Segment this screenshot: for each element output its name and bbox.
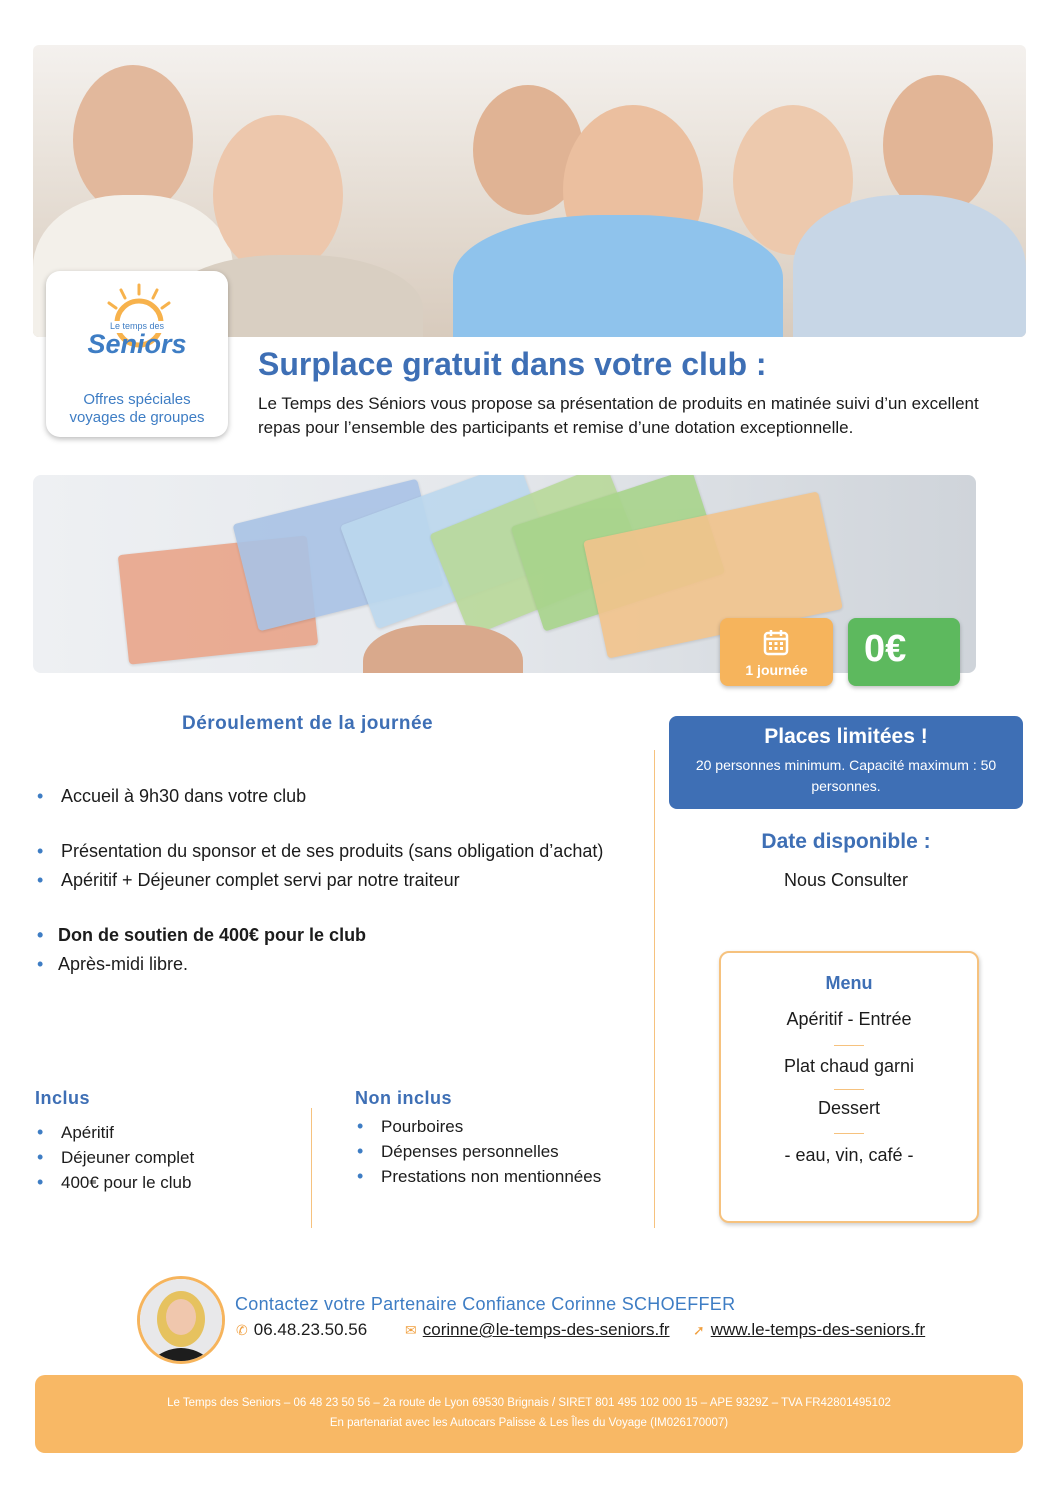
column-divider [654, 750, 655, 1228]
programme-list [35, 786, 655, 975]
contact-email-link[interactable]: corinne@le-temps-des-seniors.fr [422, 1320, 670, 1339]
non-inclus-list [355, 1114, 645, 1189]
non-inclus-title: Non inclus [355, 1088, 453, 1108]
programme-item: • Apéritif + Déjeuner complet servi par notre traiteur [35, 870, 655, 891]
contact-phone-number: 06.48.23.50.56 [253, 1320, 368, 1339]
banknotes-photo [33, 475, 976, 673]
duration-label: 1 journée [745, 662, 808, 678]
inclus-item: • 400€ pour le club [35, 1170, 295, 1195]
intro-text: Le Temps des Séniors vous propose sa présentation de produits en matinée suivi d’un excellent repas pour l’ensemble des participants et remise d’une dotation exceptionnelle. [258, 394, 979, 437]
date-title: Date disponible : [761, 830, 931, 853]
contact-email [405, 1320, 670, 1340]
menu-separator [834, 1133, 864, 1134]
logo-tagline-line2: voyages de groupes [69, 409, 205, 426]
phone-icon: ✆ [236, 1322, 248, 1338]
menu-title: Menu [825, 973, 873, 993]
non-inclus-item: • Prestations non mentionnées [355, 1164, 645, 1189]
contact-phone [236, 1320, 367, 1340]
places-title: Places limitées ! [764, 725, 928, 748]
inclus-item: • Déjeuner complet [35, 1145, 295, 1170]
places-detail: 20 personnes minimum. Capacité maximum : 50 personnes. [695, 757, 997, 794]
contact-website-link[interactable]: www.le-temps-des-seniors.fr [710, 1320, 926, 1339]
programme-item: • Présentation du sponsor et de ses produits (sans obligation d’achat) [35, 841, 655, 862]
price-badge [848, 618, 960, 686]
inclus-title: Inclus [35, 1088, 91, 1108]
logo-tagline [46, 391, 228, 427]
date-value: Nous Consulter [783, 870, 909, 890]
inclus-list [35, 1120, 295, 1195]
menu-item: Apéritif - Entrée [786, 1009, 912, 1029]
brand-logo-card [46, 271, 228, 437]
non-inclus-item: • Pourboires [355, 1114, 645, 1139]
logo-small-text: Le temps des [109, 321, 165, 331]
inclus-item: • Apéritif [35, 1120, 295, 1145]
footer-band [35, 1375, 1023, 1453]
footer-line1: Le Temps des Seniors – 06 48 23 50 56 – 2a route de Lyon 69530 Brignais / SIRET 801 495 102 000 15 – APE 9329Z – TVA FR42801495102 [167, 1397, 891, 1409]
cursor-icon: ➚ [693, 1322, 705, 1338]
duration-badge [720, 618, 833, 686]
menu-box [719, 951, 979, 1223]
page-title: Surplace gratuit dans votre club : [258, 346, 767, 382]
footer-line2: En partenariat avec les Autocars Palisse & Les Îles du Voyage (IM026170007) [329, 1417, 729, 1429]
programme-item: • Don de soutien de 400€ pour le club [35, 925, 655, 946]
logo-wordmark: Seniors [87, 329, 187, 359]
menu-separator [834, 1045, 864, 1046]
contact-title: Contactez votre Partenaire Confiance Corinne SCHOEFFER [235, 1294, 736, 1314]
calendar-icon [763, 628, 789, 656]
menu-item: - eau, vin, café - [784, 1145, 914, 1165]
contact-avatar [137, 1276, 225, 1364]
places-limited-box [669, 716, 1023, 809]
inclus-divider [311, 1108, 312, 1228]
non-inclus-item: • Dépenses personnelles [355, 1139, 645, 1164]
programme-item: • Accueil à 9h30 dans votre club [35, 786, 655, 807]
menu-item: Dessert [817, 1098, 880, 1118]
menu-item: Plat chaud garni [783, 1056, 915, 1076]
programme-title: Déroulement de la journée [182, 713, 434, 734]
programme-item: • Après-midi libre. [35, 954, 655, 975]
contact-website [693, 1320, 925, 1340]
logo-tagline-line1: Offres spéciales [83, 391, 191, 408]
envelope-icon: ✉ [405, 1322, 417, 1338]
menu-separator [834, 1089, 864, 1090]
price-value: 0€ [864, 628, 907, 670]
